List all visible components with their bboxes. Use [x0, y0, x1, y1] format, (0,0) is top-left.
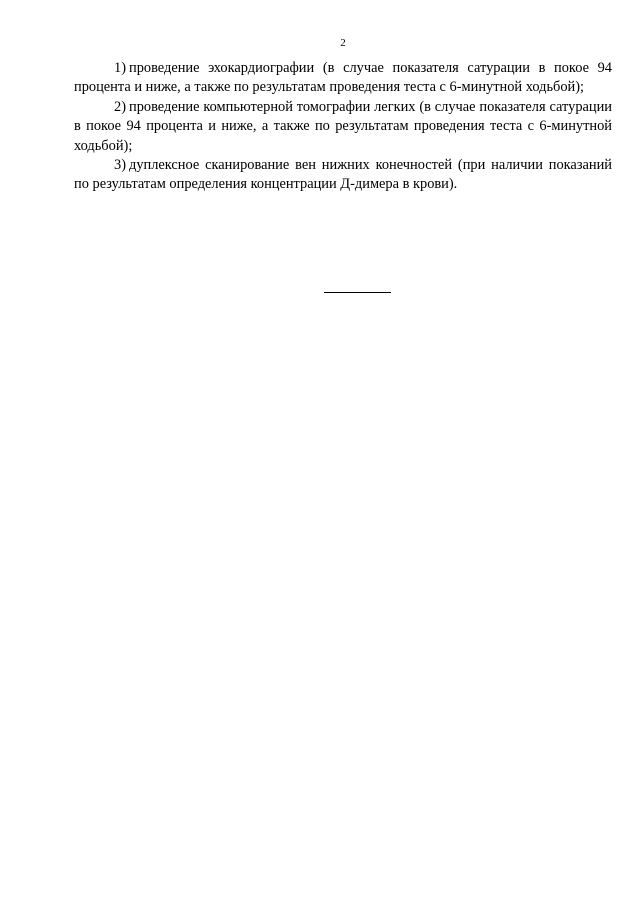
list-item-text: дуплексное сканирование вен нижних конечностей (при наличии показаний по результатам определения концентрации Д-димера в крови). [74, 157, 612, 193]
list-item [74, 59, 612, 98]
list-item-number: 3) [114, 157, 126, 174]
list-item [74, 156, 612, 195]
end-separator-line [324, 292, 391, 293]
list-item-number: 1) [114, 60, 126, 76]
list-item-text: проведение эхокардиографии (в случае показателя сатурации в покое 94 процента и ниже, а также по результатам проведения теста с 6-минутной ходьбой); [74, 60, 612, 96]
document-body [74, 59, 612, 195]
list-item [74, 98, 612, 156]
page-number: 2 [340, 37, 346, 49]
list-item-number: 2) [114, 98, 126, 115]
list-item-text: проведение компьютерной томографии легких (в случае показателя сатурации в покое 94 процента и ниже, а также по результатам проведения теста с 6-минутной ходьбой); [74, 98, 612, 154]
